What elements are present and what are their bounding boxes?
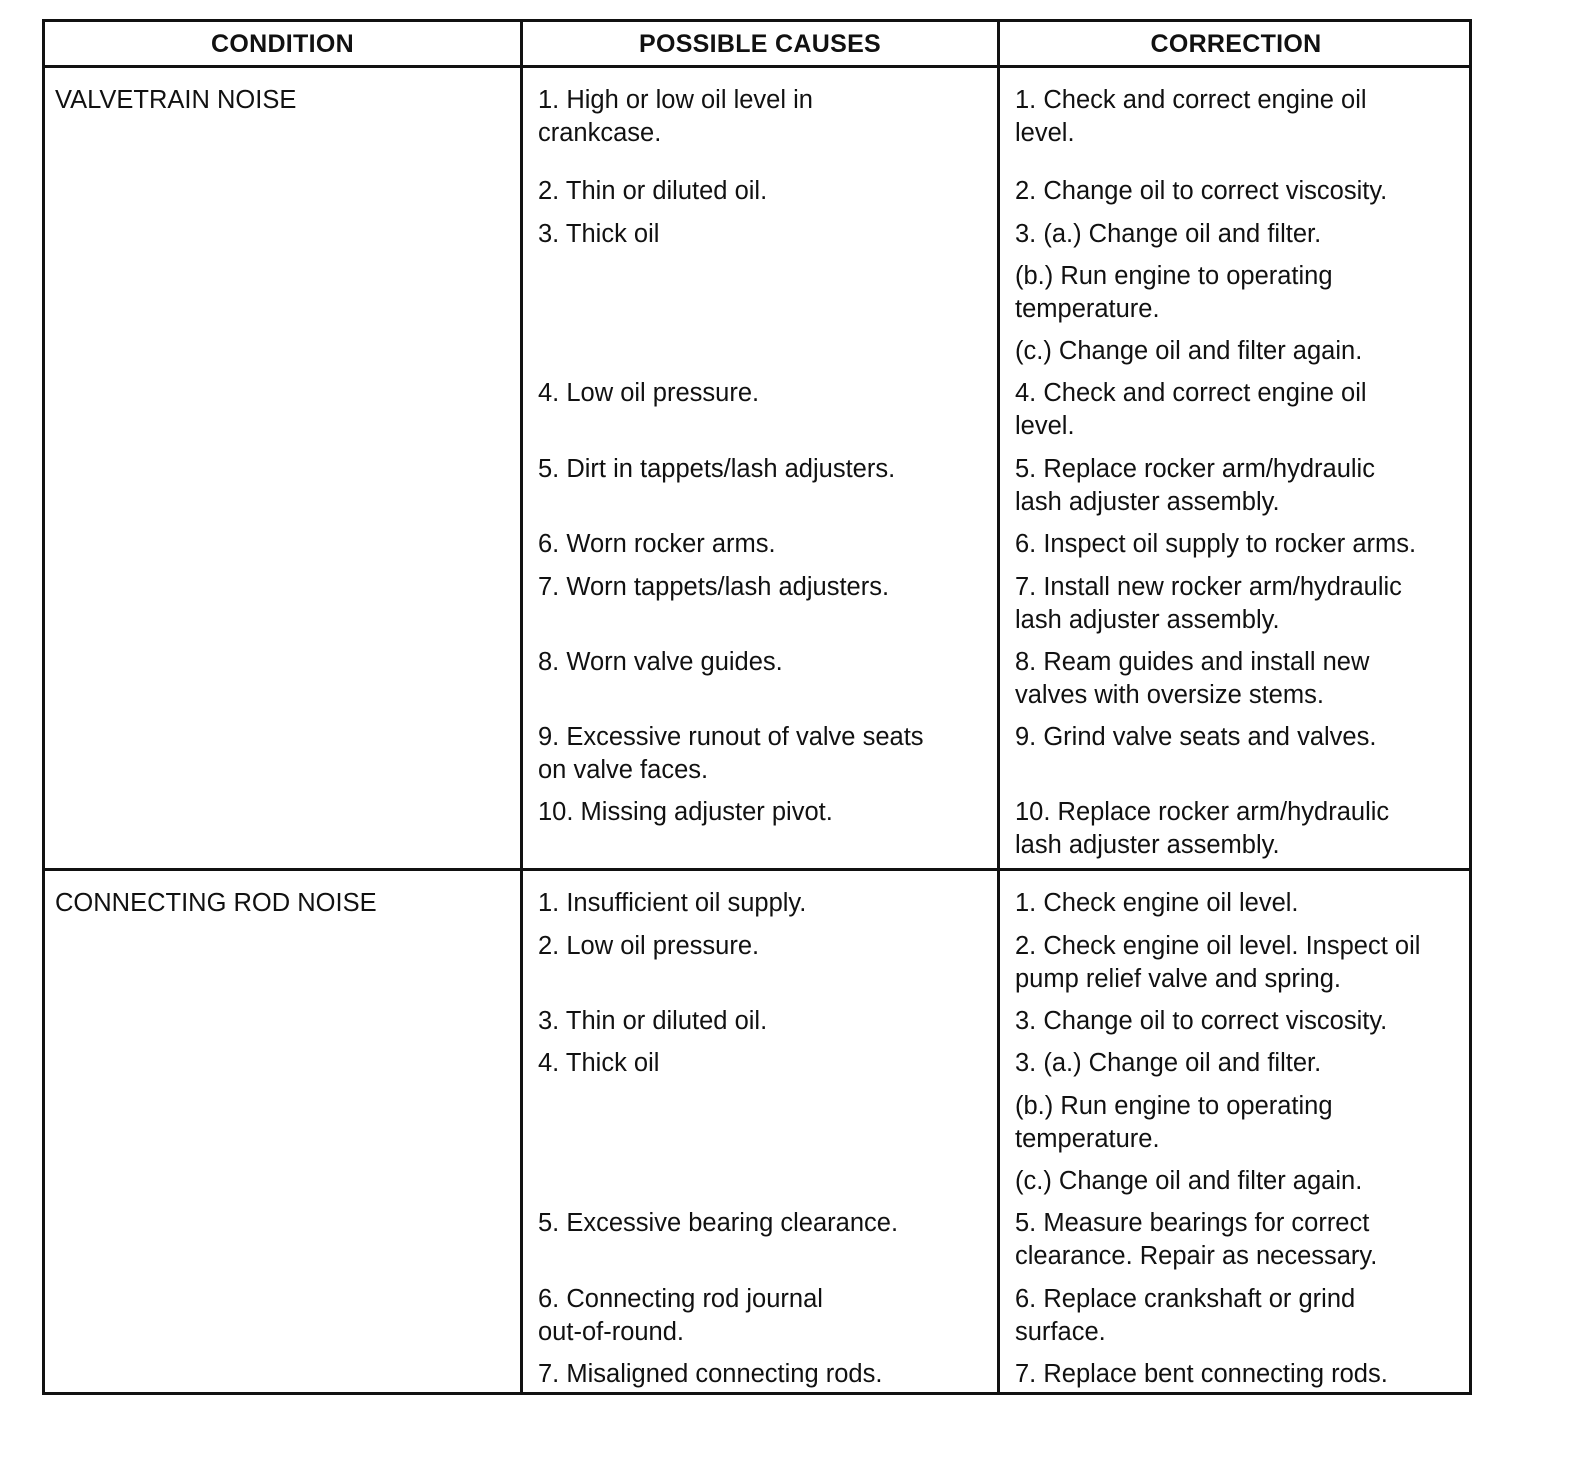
cause-item: 7. Worn tappets/lash adjusters.	[538, 573, 890, 601]
cause-item: 3. Thick oil	[538, 220, 660, 248]
correction-item: 3. Change oil to correct viscosity.	[1015, 1007, 1388, 1035]
cause-item: 2. Low oil pressure.	[538, 932, 760, 960]
cause-item: 6. Worn rocker arms.	[538, 530, 776, 558]
cause-item: 10. Missing adjuster pivot.	[538, 798, 833, 826]
correction-item: (c.) Change oil and filter again.	[1015, 1167, 1363, 1195]
correction-item: 2. Change oil to correct viscosity.	[1015, 177, 1388, 205]
correction-item: 6. Replace crankshaft or grind surface.	[1015, 1285, 1356, 1346]
correction-item: 8. Ream guides and install new valves with oversize stems.	[1015, 648, 1370, 709]
correction-item: 4. Check and correct engine oil level.	[1015, 379, 1367, 440]
cause-item: 1. Insufficient oil supply.	[538, 889, 807, 917]
correction-item: 1. Check and correct engine oil level.	[1015, 86, 1367, 147]
troubleshooting-table	[42, 19, 1472, 1395]
cause-item: 6. Connecting rod journal out-of-round.	[538, 1285, 823, 1346]
cause-item: 4. Low oil pressure.	[538, 379, 760, 407]
header-condition: CONDITION	[211, 30, 354, 58]
cause-item: 9. Excessive runout of valve seats on valve faces.	[538, 723, 924, 784]
correction-item: 9. Grind valve seats and valves.	[1015, 723, 1377, 751]
correction-item: 3. (a.) Change oil and filter.	[1015, 1049, 1322, 1077]
cause-item: 7. Misaligned connecting rods.	[538, 1360, 883, 1388]
correction-item: 5. Measure bearings for correct clearance. Repair as necessary.	[1015, 1209, 1378, 1270]
correction-item: (c.) Change oil and filter again.	[1015, 337, 1363, 365]
cause-item: 5. Dirt in tappets/lash adjusters.	[538, 455, 896, 483]
correction-item: (b.) Run engine to operating temperature.	[1015, 262, 1333, 323]
cause-item: 8. Worn valve guides.	[538, 648, 783, 676]
header-correction: CORRECTION	[1150, 30, 1322, 58]
correction-item: 10. Replace rocker arm/hydraulic lash adjuster assembly.	[1015, 798, 1390, 859]
correction-item: 7. Replace bent connecting rods.	[1015, 1360, 1388, 1388]
correction-item: 7. Install new rocker arm/hydraulic lash adjuster assembly.	[1015, 573, 1402, 634]
correction-item: 2. Check engine oil level. Inspect oil pump relief valve and spring.	[1015, 932, 1421, 993]
cause-item: 5. Excessive bearing clearance.	[538, 1209, 899, 1237]
cause-item: 1. High or low oil level in crankcase.	[538, 86, 813, 147]
correction-item: 1. Check engine oil level.	[1015, 889, 1299, 917]
cause-item: 4. Thick oil	[538, 1049, 660, 1077]
condition-connecting-rod-noise: CONNECTING ROD NOISE	[55, 889, 377, 917]
column-divider	[997, 22, 1000, 1392]
correction-item: 6. Inspect oil supply to rocker arms.	[1015, 530, 1417, 558]
correction-item: 3. (a.) Change oil and filter.	[1015, 220, 1322, 248]
cause-item: 3. Thin or diluted oil.	[538, 1007, 768, 1035]
correction-item: (b.) Run engine to operating temperature.	[1015, 1092, 1333, 1153]
cause-item: 2. Thin or diluted oil.	[538, 177, 768, 205]
header-possible-causes: POSSIBLE CAUSES	[638, 30, 882, 58]
column-divider	[520, 22, 523, 1392]
condition-valvetrain-noise: VALVETRAIN NOISE	[55, 86, 297, 114]
section-divider	[45, 868, 1469, 871]
correction-item: 5. Replace rocker arm/hydraulic lash adjuster assembly.	[1015, 455, 1375, 516]
